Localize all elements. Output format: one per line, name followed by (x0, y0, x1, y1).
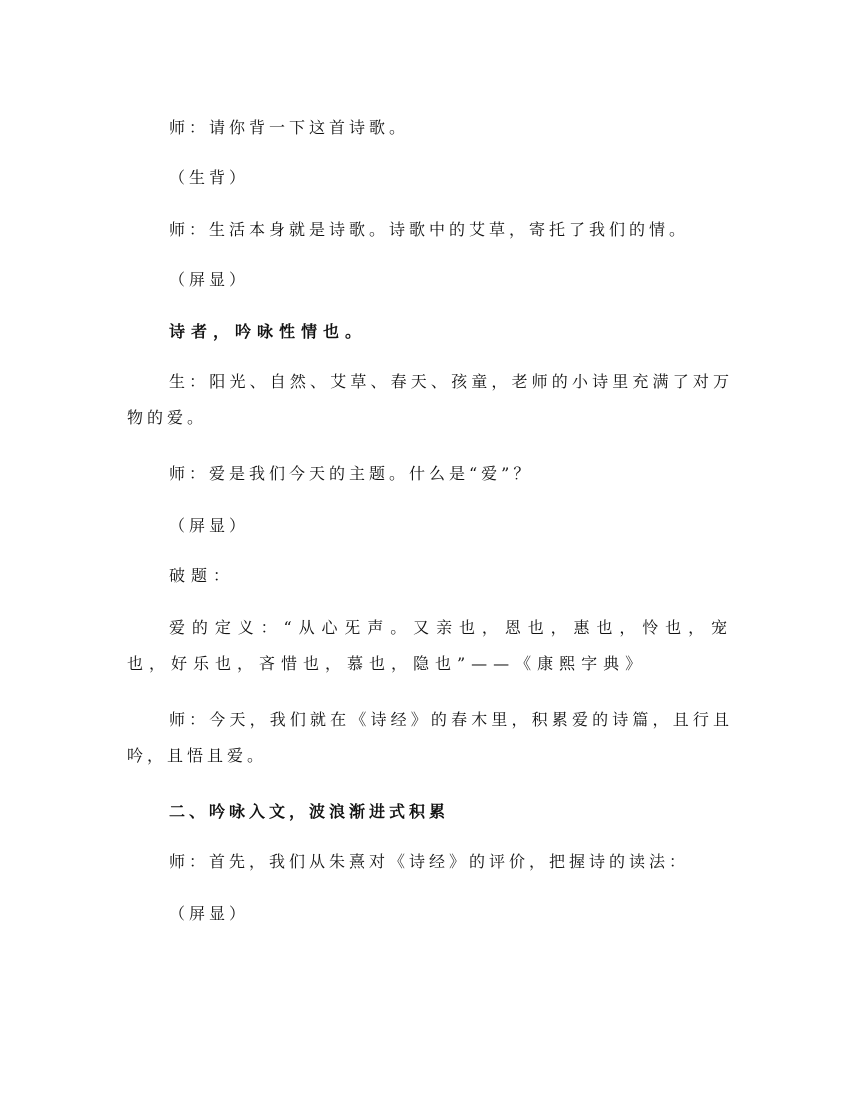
paragraph-student-recites: （生背） (169, 168, 250, 187)
paragraph-teacher-recite: 师：请你背一下这首诗歌。 (169, 118, 410, 137)
paragraph-screen-display-2: （屏显） (169, 516, 250, 535)
paragraph-topic-break: 破题： (169, 566, 236, 585)
paragraph-teacher-zhuxi: 师：首先，我们从朱熹对《诗经》的评价，把握诗的读法： (169, 852, 690, 871)
paragraph-love-definition: 爱的定义：“从心旡声。又亲也，恩也，惠也，怜也，宠也，好乐也，吝惜也，慕也，隐也”——《康熙字典》 (127, 618, 733, 673)
paragraph-teacher-theme: 师：爱是我们今天的主题。什么是“爱”？ (169, 464, 534, 483)
paragraph-screen-display-3: （屏显） (169, 904, 250, 923)
paragraph-poet-quote: 诗者，吟咏性情也。 (169, 322, 368, 341)
paragraph-student-love: 生：阳光、自然、艾草、春天、孩童，老师的小诗里充满了对万物的爱。 (127, 372, 733, 427)
section-heading-two: 二、吟咏入文，波浪渐进式积累 (169, 802, 450, 821)
paragraph-teacher-life-poetry: 师：生活本身就是诗歌。诗歌中的艾草，寄托了我们的情。 (169, 220, 690, 239)
paragraph-screen-display-1: （屏显） (169, 270, 250, 289)
paragraph-teacher-today: 师：今天，我们就在《诗经》的春木里，积累爱的诗篇，且行且吟，且悟且爱。 (127, 710, 733, 765)
